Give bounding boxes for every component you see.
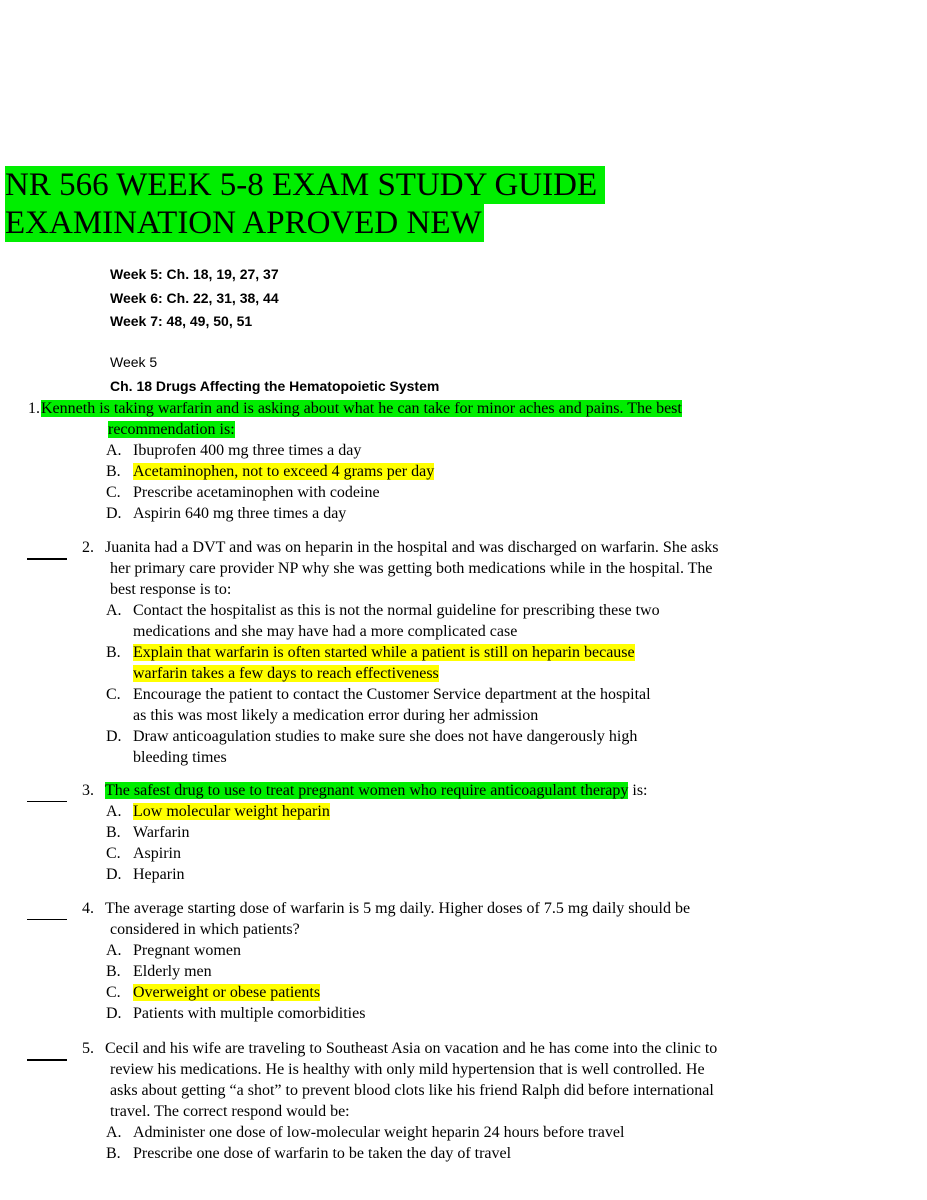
option-text: as this was most likely a medication error during her admission (133, 707, 539, 724)
question-stem (0, 898, 927, 940)
question-stem (0, 537, 927, 600)
option-letter: C. (106, 686, 121, 703)
option-c[interactable] (0, 843, 927, 864)
answer-blank[interactable] (27, 537, 67, 560)
week-chapter-list (110, 263, 279, 334)
option-text-highlighted: warfarin takes a few days to reach effectiveness (133, 665, 439, 682)
option-text: Aspirin (133, 845, 181, 862)
option-text: Draw anticoagulation studies to make sure she does not have dangerously high (133, 728, 638, 745)
answer-blank[interactable] (27, 1038, 67, 1061)
answer-blank[interactable] (27, 898, 67, 920)
question-stem (0, 780, 927, 801)
option-text: Prescribe acetaminophen with codeine (133, 484, 380, 501)
stem-line: review his medications. He is healthy with only mild hypertension that is well controlled. He (110, 1061, 705, 1078)
section-chapter-heading: Ch. 18 Drugs Affecting the Hematopoietic System (110, 378, 440, 394)
option-text: Ibuprofen 400 mg three times a day (133, 442, 362, 459)
stem-line: recommendation is: (108, 421, 235, 438)
option-letter: A. (106, 803, 122, 820)
option-letter: B. (106, 824, 121, 841)
option-text: Encourage the patient to contact the Customer Service department at the hospital (133, 686, 651, 703)
question-4 (0, 898, 927, 1024)
week-6-chapters: Week 6: Ch. 22, 31, 38, 44 (110, 289, 279, 306)
option-letter: D. (106, 505, 122, 522)
option-text: Administer one dose of low-molecular weight heparin 24 hours before travel (133, 1124, 625, 1141)
option-letter: C. (106, 845, 121, 862)
question-number: 1. (28, 400, 40, 417)
option-a[interactable] (0, 440, 927, 461)
question-number: 5. (82, 1040, 94, 1057)
document-title (5, 166, 605, 242)
option-a[interactable] (0, 600, 927, 642)
option-b[interactable] (0, 822, 927, 843)
stem-line: considered in which patients? (110, 921, 300, 938)
option-d[interactable] (0, 726, 927, 768)
option-a[interactable] (0, 940, 927, 961)
question-number: 4. (82, 900, 94, 917)
option-letter: A. (106, 442, 122, 459)
question-2 (0, 537, 927, 768)
option-text: Aspirin 640 mg three times a day (133, 505, 347, 522)
option-letter: A. (106, 602, 122, 619)
question-1 (0, 398, 927, 524)
option-b[interactable] (0, 1143, 927, 1164)
option-text: Prescribe one dose of warfarin to be taken the day of travel (133, 1145, 512, 1162)
option-letter: D. (106, 1005, 122, 1022)
option-text: Patients with multiple comorbidities (133, 1005, 366, 1022)
answer-blank[interactable] (27, 780, 67, 802)
option-d[interactable] (0, 864, 927, 885)
option-letter: C. (106, 484, 121, 501)
title-line-1: NR 566 WEEK 5-8 EXAM STUDY GUIDE (5, 166, 605, 204)
stem-line: The average starting dose of warfarin is 5 mg daily. Higher doses of 7.5 mg daily should be (105, 900, 691, 917)
option-text-highlighted: Low molecular weight heparin (133, 803, 330, 820)
option-letter: C. (106, 984, 121, 1001)
option-letter: B. (106, 1145, 121, 1162)
stem-line: travel. The correct respond would be: (110, 1103, 350, 1120)
question-number: 2. (82, 539, 94, 556)
option-text-highlighted: Overweight or obese patients (133, 984, 321, 1001)
option-b-correct[interactable] (0, 642, 927, 684)
option-c[interactable] (0, 482, 927, 503)
option-text-highlighted: Acetaminophen, not to exceed 4 grams per day (133, 463, 435, 480)
question-3 (0, 780, 927, 885)
week-7-chapters: Week 7: 48, 49, 50, 51 (110, 313, 253, 329)
option-text: Contact the hospitalist as this is not the normal guideline for prescribing these two (133, 602, 660, 619)
option-text: Pregnant women (133, 942, 241, 959)
option-c-correct[interactable] (0, 982, 927, 1003)
option-c[interactable] (0, 684, 927, 726)
option-b[interactable] (0, 961, 927, 982)
option-text: bleeding times (133, 749, 227, 766)
stem-line: Kenneth is taking warfarin and is asking about what he can take for minor aches and pains. The best (41, 400, 682, 417)
stem-line: Cecil and his wife are traveling to Southeast Asia on vacation and he has come into the clinic to (105, 1040, 718, 1057)
option-b-correct[interactable] (0, 461, 927, 482)
question-stem (0, 1038, 927, 1122)
option-letter: B. (106, 463, 121, 480)
option-text: Elderly men (133, 963, 212, 980)
stem-line: her primary care provider NP why she was getting both medications while in the hospital. The (110, 560, 713, 577)
question-5 (0, 1038, 927, 1164)
title-line-2: EXAMINATION APROVED NEW (5, 205, 482, 241)
section-week-heading: Week 5 (110, 354, 158, 370)
option-letter: A. (106, 1124, 122, 1141)
option-text-highlighted: Explain that warfarin is often started while a patient is still on heparin because (133, 644, 635, 661)
option-letter: D. (106, 866, 122, 883)
option-letter: A. (106, 942, 122, 959)
option-d[interactable] (0, 1003, 927, 1024)
option-letter: B. (106, 644, 121, 661)
stem-rest: is: (628, 782, 648, 799)
option-a[interactable] (0, 1122, 927, 1143)
option-a-correct[interactable] (0, 801, 927, 822)
option-text: Warfarin (133, 824, 190, 841)
question-stem (0, 398, 927, 440)
week-5-chapters: Week 5: Ch. 18, 19, 27, 37 (110, 266, 279, 282)
option-letter: B. (106, 963, 121, 980)
stem-highlighted: The safest drug to use to treat pregnant women who require anticoagulant therapy (105, 782, 629, 799)
stem-line: asks about getting “a shot” to prevent blood clots like his friend Ralph did before international (110, 1082, 714, 1099)
option-text: Heparin (133, 866, 185, 883)
stem-line: best response is to: (110, 581, 232, 598)
option-d[interactable] (0, 503, 927, 524)
stem-line: Juanita had a DVT and was on heparin in the hospital and was discharged on warfarin. She asks (105, 539, 719, 556)
option-letter: D. (106, 728, 122, 745)
question-number: 3. (82, 782, 94, 799)
option-text: medications and she may have had a more complicated case (133, 623, 518, 640)
